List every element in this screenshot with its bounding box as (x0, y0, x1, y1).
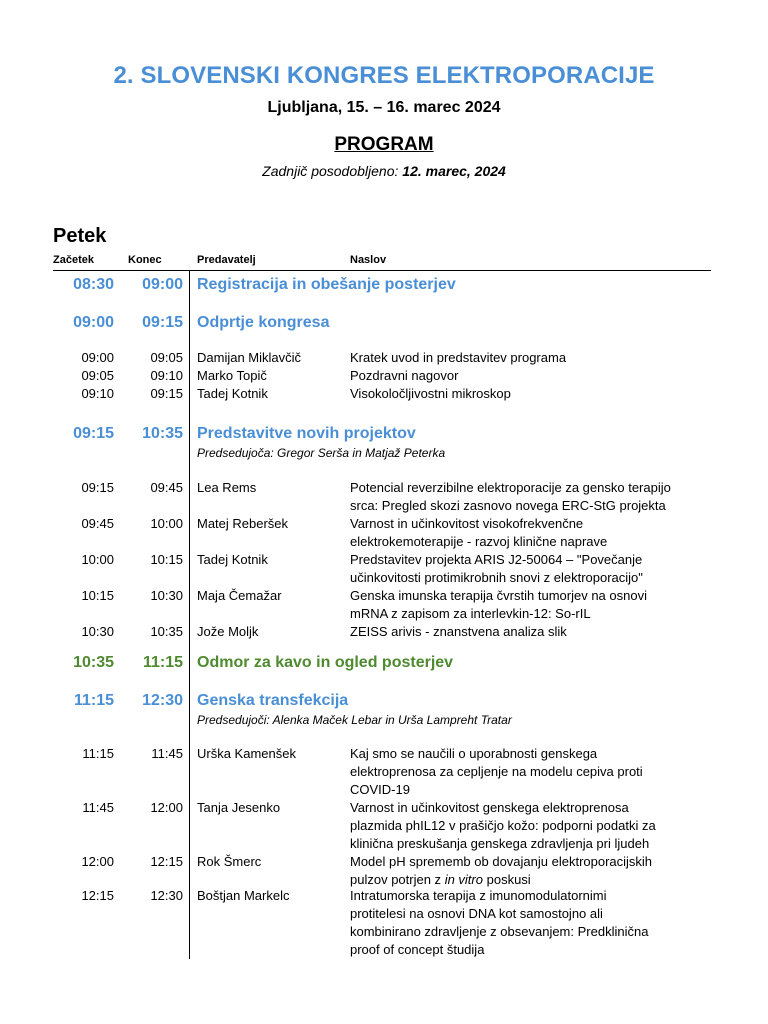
talk-title-line: Model pH sprememb ob dovajanju elektroporacijskih (350, 854, 653, 869)
talk-speaker: Tadej Kotnik (197, 386, 268, 401)
section-title: Odmor za kavo in ogled posterjev (197, 654, 454, 671)
talk-title-italic: in vitro (444, 872, 483, 887)
talk-title-line: Predstavitev projekta ARIS J2-50064 – "Povečanje (350, 552, 643, 567)
talk-start-time: 09:45 (81, 516, 114, 531)
talk-title-line: srca: Pregled skozi zasnovo novega ERC-StG projekta (350, 498, 666, 513)
talk-start-time: 10:30 (81, 624, 114, 639)
talk-speaker: Boštjan Markelc (197, 888, 290, 903)
talk-title-line: COVID-19 (350, 782, 410, 797)
talk-title-line: Pozdravni nagovor (350, 368, 459, 383)
document-title: 2. SLOVENSKI KONGRES ELEKTROPORACIJE (113, 62, 655, 89)
talk-end-time: 10:35 (150, 624, 183, 639)
section-start-time: 11:15 (73, 692, 114, 709)
talk-speaker: Damijan Miklavčič (197, 350, 302, 365)
talk-title (350, 853, 712, 889)
talk-title-line: mRNA z zapisom za interlevkin-12: So-rIL (350, 606, 591, 621)
talk-end-time: 12:00 (150, 800, 183, 815)
talk-title-line: kombinirano zdravljenje z obsevanjem: Predklinična (350, 924, 649, 939)
talk-start-time: 11:15 (82, 746, 114, 761)
talk-title-text: poskusi (486, 872, 531, 887)
talk-title-line: ZEISS arivis - znanstvena analiza slik (350, 624, 567, 639)
section-chairs: Predsedujoča: Gregor Serša in Matjaž Peterka (197, 446, 446, 460)
talk-title (350, 367, 712, 385)
talk-title-line: Genska imunska terapija čvrstih tumorjev na osnovi (350, 588, 647, 603)
talk-speaker: Urška Kamenšek (197, 746, 296, 761)
talk-end-time: 10:00 (150, 516, 183, 531)
talk-end-time: 09:45 (150, 480, 183, 495)
column-header-speaker: Predavatelj (197, 254, 256, 266)
talk-title (350, 515, 712, 551)
section-title: Registracija in obešanje posterjev (197, 276, 456, 293)
talk-title-line: Varnost in učinkovitost genskega elektroprenosa (350, 800, 629, 815)
section-start-time: 09:00 (73, 314, 114, 331)
talk-start-time: 09:10 (81, 386, 114, 401)
section-end-time: 09:00 (142, 276, 183, 293)
talk-start-time: 10:15 (81, 588, 114, 603)
talk-end-time: 09:05 (150, 350, 183, 365)
talk-start-time: 09:00 (81, 350, 114, 365)
talk-start-time: 09:05 (81, 368, 114, 383)
event-location-date: Ljubljana, 15. – 16. marec 2024 (267, 99, 501, 116)
section-end-time: 09:15 (142, 314, 183, 331)
talk-end-time: 12:30 (150, 888, 183, 903)
talk-title (350, 623, 712, 641)
talk-title (350, 551, 712, 587)
talk-title-line: Varnost in učinkovitost visokofrekvenčne (350, 516, 584, 531)
talk-title (350, 799, 712, 853)
talk-title (350, 349, 712, 367)
talk-speaker: Lea Rems (197, 480, 257, 495)
section-end-time: 12:30 (142, 692, 183, 709)
talk-end-time: 11:45 (151, 746, 183, 761)
section-start-time: 08:30 (73, 276, 114, 293)
talk-title-line: protitelesi na osnovi DNA kot samostojno ali (350, 906, 603, 921)
section-title: Predstavitve novih projektov (197, 425, 416, 442)
talk-end-time: 09:10 (150, 368, 183, 383)
talk-speaker: Maja Čemažar (197, 588, 282, 603)
talk-start-time: 10:00 (81, 552, 114, 567)
talk-end-time: 10:15 (150, 552, 183, 567)
talk-speaker: Jože Moljk (197, 624, 259, 639)
talk-start-time: 11:45 (82, 800, 114, 815)
talk-title (350, 385, 712, 403)
talk-title-line: Intratumorska terapija z imunomodulatornimi (350, 888, 607, 903)
talk-title-line: učinkovitosti protimikrobnih snovi z elektroporacijo" (350, 570, 643, 585)
talk-start-time: 12:00 (81, 854, 114, 869)
talk-start-time: 09:15 (81, 480, 114, 495)
talk-speaker: Tadej Kotnik (197, 552, 268, 567)
section-start-time: 10:35 (73, 654, 114, 671)
talk-end-time: 09:15 (150, 386, 183, 401)
column-header-start: Začetek (53, 254, 94, 266)
talk-end-time: 10:30 (150, 588, 183, 603)
section-end-time: 10:35 (142, 425, 183, 442)
section-title: Genska transfekcija (197, 692, 349, 709)
talk-title-line: Kaj smo se naučili o uporabnosti genskega (350, 746, 598, 761)
talk-title-line: Kratek uvod in predstavitev programa (350, 350, 567, 365)
talk-title (350, 887, 712, 959)
talk-speaker: Matej Reberšek (197, 516, 289, 531)
talk-start-time: 12:15 (81, 888, 114, 903)
talk-title-line: Visokoločljivostni mikroskop (350, 386, 511, 401)
talk-title-line: elektrokemoterapije - razvoj klinične naprave (350, 534, 608, 549)
section-end-time: 11:15 (142, 654, 183, 671)
talk-title-line: klinična preskušanja genskega zdravljenja pri ljudeh (350, 836, 650, 851)
talk-speaker: Rok Šmerc (197, 854, 262, 869)
day-heading: Petek (53, 225, 107, 247)
talk-title (350, 587, 712, 623)
talk-title (350, 479, 712, 515)
column-header-end: Konec (128, 254, 162, 266)
section-start-time: 09:15 (73, 425, 114, 442)
last-updated-label: Zadnjič posodobljeno: (262, 163, 399, 179)
talk-end-time: 12:15 (150, 854, 183, 869)
talk-speaker: Tanja Jesenko (197, 800, 281, 815)
talk-title-line: elektroprenosa za cepljenje na modelu cepiva proti (350, 764, 643, 779)
talk-speaker: Marko Topič (197, 368, 267, 383)
column-header-title: Naslov (350, 254, 387, 266)
last-updated-date: 12. marec, 2024 (402, 163, 506, 179)
talk-title-line: plazmida phIL12 v prašičjo kožo: podporni podatki za (350, 818, 656, 833)
program-heading: PROGRAM (334, 134, 434, 155)
section-chairs: Predsedujoči: Alenka Maček Lebar in Urša Lampreht Tratar (197, 713, 512, 727)
talk-title (350, 745, 712, 799)
talk-title-text: pulzov potrjen z (350, 872, 442, 887)
talk-title-line: proof of concept študija (350, 942, 485, 957)
talk-title-line: Potencial reverzibilne elektroporacije za gensko terapijo (350, 480, 671, 495)
section-title: Odprtje kongresa (197, 314, 330, 331)
